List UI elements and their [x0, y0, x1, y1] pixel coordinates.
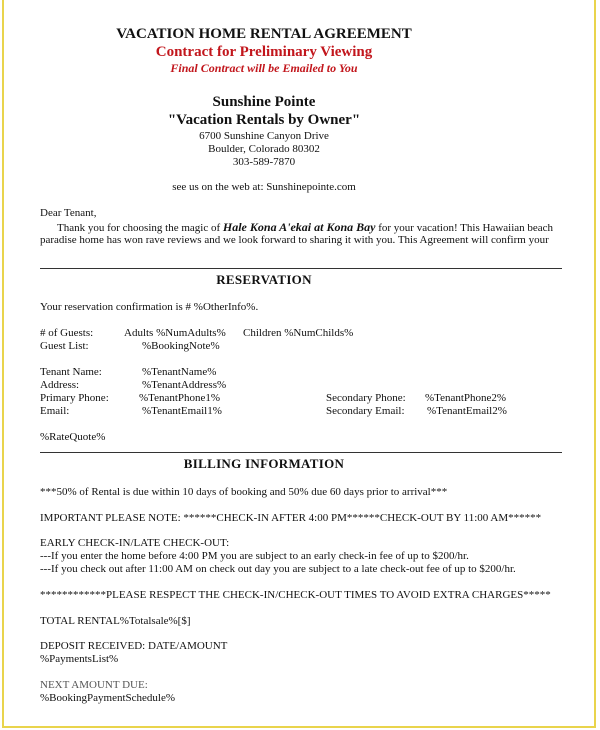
payment-terms: ***50% of Rental is due within 10 days of booking and 50% due 60 days prior to arrival*** — [40, 486, 448, 498]
business-city: Boulder, Colorado 80302 — [208, 143, 320, 155]
business-street: 6700 Sunshine Canyon Drive — [199, 130, 329, 142]
guest-list-value: %BookingNote% — [142, 340, 220, 352]
confirmation-number: Your reservation confirmation is # %OtherInfo%. — [40, 301, 259, 313]
business-website: see us on the web at: Sunshinepointe.com — [172, 181, 356, 193]
divider — [40, 268, 562, 269]
adults-count: Adults %NumAdults% — [124, 327, 226, 339]
address-label: Address: — [40, 379, 80, 391]
letter-line-1-post: for your vacation! This Hawaiian beach — [378, 222, 554, 234]
tenant-name-label: Tenant Name: — [40, 366, 102, 378]
email-label: Email: — [40, 405, 70, 417]
secondary-email-value: %TenantEmail2% — [427, 405, 507, 417]
early-late-heading: EARLY CHECK-IN/LATE CHECK-OUT: — [40, 537, 230, 549]
agreement-subtitle: Contract for Preliminary Viewing — [155, 44, 373, 60]
letter-line-2: paradise home has won rave reviews and we look forward to sharing it with you. This Agreement will confirm your — [40, 234, 549, 246]
letter-greeting: Dear Tenant, — [40, 207, 97, 219]
primary-phone-value: %TenantPhone1% — [139, 392, 221, 404]
address-value: %TenantAddress% — [142, 379, 227, 391]
secondary-phone-value: %TenantPhone2% — [425, 392, 507, 404]
late-checkout-fee: ---If you check out after 11:00 AM on check out day you are subject to a late check-out fee of up to $200/hr. — [40, 563, 516, 575]
early-checkin-fee: ---If you enter the home before 4:00 PM you are subject to an early check-in fee of up to $200/hr. — [40, 550, 469, 562]
guests-label: # of Guests: — [40, 327, 94, 339]
letter-line-1 — [57, 220, 553, 235]
total-rental: TOTAL RENTAL%Totalsale%[$] — [40, 615, 191, 627]
letter-line-1-pre: Thank you for choosing the magic of — [57, 222, 221, 234]
business-name: Sunshine Pointe — [212, 94, 316, 110]
payment-schedule: %BookingPaymentSchedule% — [40, 692, 176, 704]
respect-times-note: ************PLEASE RESPECT THE CHECK-IN/CHECK-OUT TIMES TO AVOID EXTRA CHARGES***** — [40, 589, 551, 601]
guest-list-label: Guest List: — [40, 340, 89, 352]
primary-phone-label: Primary Phone: — [40, 392, 109, 404]
reservation-heading: RESERVATION — [216, 272, 312, 287]
secondary-phone-label: Secondary Phone: — [326, 392, 406, 404]
property-name: Hale Kona A'ekai at Kona Bay — [222, 220, 376, 234]
important-note: IMPORTANT PLEASE NOTE: ******CHECK-IN AFTER 4:00 PM******CHECK-OUT BY 11:00 AM****** — [40, 512, 542, 524]
deposit-received-label: DEPOSIT RECEIVED: DATE/AMOUNT — [40, 640, 228, 652]
agreement-title: VACATION HOME RENTAL AGREEMENT — [116, 26, 412, 42]
tenant-name-value: %TenantName% — [142, 366, 217, 378]
agreement-note: Final Contract will be Emailed to You — [170, 61, 358, 75]
business-tagline: "Vacation Rentals by Owner" — [167, 112, 361, 128]
children-count: Children %NumChilds% — [243, 327, 354, 339]
billing-heading: BILLING INFORMATION — [183, 456, 345, 471]
next-amount-due: NEXT AMOUNT DUE: — [40, 679, 148, 691]
divider — [40, 452, 562, 453]
email-value: %TenantEmail1% — [142, 405, 222, 417]
rate-quote: %RateQuote% — [40, 431, 106, 443]
payments-list: %PaymentsList% — [40, 653, 119, 665]
secondary-email-label: Secondary Email: — [326, 405, 405, 417]
business-phone: 303-589-7870 — [232, 156, 296, 168]
